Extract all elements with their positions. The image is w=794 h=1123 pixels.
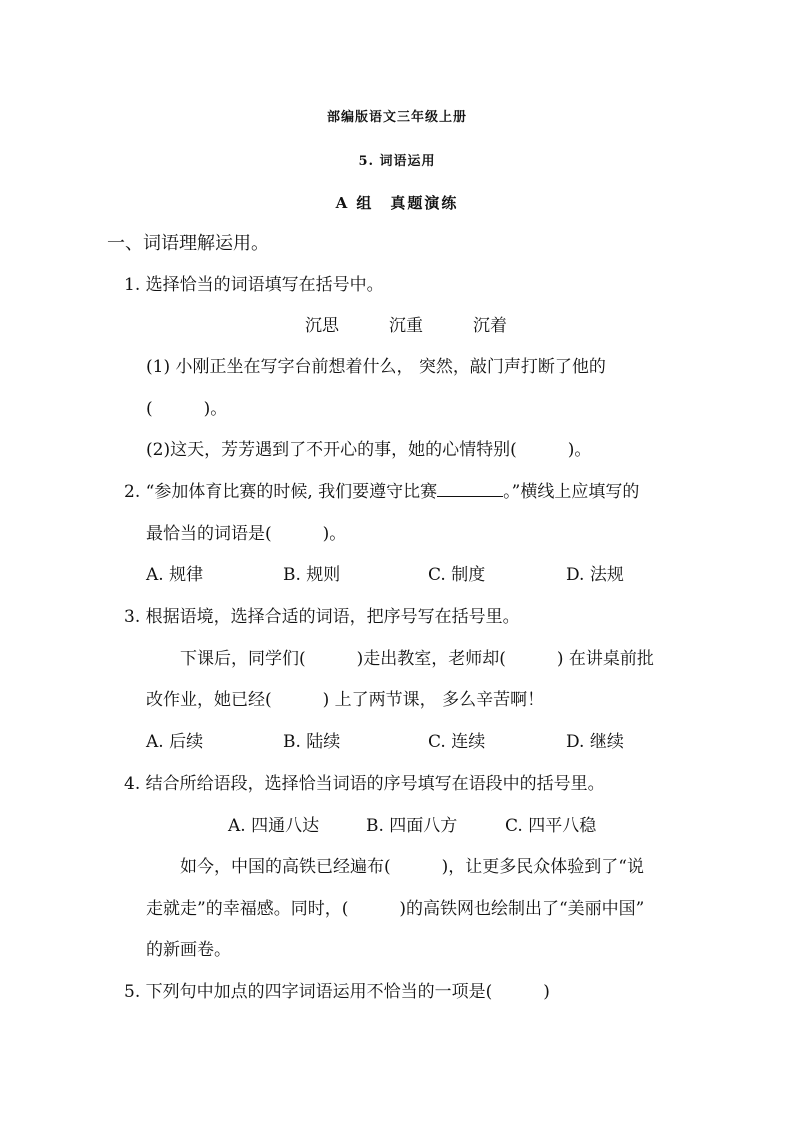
q3-passage-line1: 下课后，同学们( )走出教室，老师却( ) 在讲桌前批	[180, 649, 654, 669]
q5-stem: 5. 下列句中加点的四字词语运用不恰当的一项是( )	[124, 982, 550, 1002]
q1-stem: 1. 选择恰当的词语填写在括号中。	[124, 275, 384, 295]
q3-option-b: B. 陆续	[283, 732, 341, 752]
q2-line2: 最恰当的词语是( )。	[146, 524, 347, 544]
q2-option-c: C. 制度	[428, 565, 486, 585]
q1-word-1: 沉思	[305, 316, 339, 336]
q3-option-d: D. 继续	[566, 732, 624, 752]
q4-option-b: B. 四面八方	[366, 816, 458, 836]
q4-passage-line2: 走就走”的幸福感。同时，( )的高铁网也绘制出了“美丽中国”	[146, 899, 645, 919]
q4-option-a: A. 四通八达	[228, 816, 320, 836]
q4-stem: 4. 结合所给语段，选择恰当词语的序号填写在语段中的括号里。	[124, 774, 605, 794]
unit-title: 5. 词语运用	[358, 154, 436, 169]
q2-option-b: B. 规则	[283, 565, 341, 585]
q1-word-3: 沉着	[473, 316, 507, 336]
q1-word-2: 沉重	[389, 316, 423, 336]
q3-passage-line2: 改作业，她已经( ) 上了两节课， 多么辛苦啊！	[146, 690, 545, 710]
q4-passage-line3: 的新画卷。	[146, 940, 231, 960]
q2-blank	[437, 480, 503, 497]
group-title: A 组 真题演练	[335, 194, 459, 212]
q2-line1-after: 。”横线上应填写的	[503, 482, 640, 502]
q1-sub2: (2)这天，芳芳遇到了不开心的事，她的心情特别( )。	[146, 440, 592, 460]
q1-sub1-line2: ( )。	[146, 399, 228, 419]
q1-sub1-line1: (1) 小刚正坐在写字台前想着什么， 突然，敲门声打断了他的	[146, 357, 606, 377]
q3-stem: 3. 根据语境，选择合适的词语，把序号写在括号里。	[124, 607, 520, 627]
q2-option-d: D. 法规	[566, 565, 624, 585]
q4-option-c: C. 四平八稳	[505, 816, 597, 836]
q2-line1-before: 2. “参加体育比赛的时候, 我们要遵守比赛	[124, 482, 438, 502]
q2-option-a: A. 规律	[146, 565, 204, 585]
q2-line1	[124, 480, 639, 504]
book-title: 部编版语文三年级上册	[326, 110, 467, 125]
q3-option-c: C. 连续	[428, 732, 486, 752]
section-title: 一、词语理解运用。	[107, 233, 269, 254]
q4-passage-line1: 如今，中国的高铁已经遍布( )，让更多民众体验到了“说	[180, 857, 644, 877]
q3-option-a: A. 后续	[146, 732, 204, 752]
